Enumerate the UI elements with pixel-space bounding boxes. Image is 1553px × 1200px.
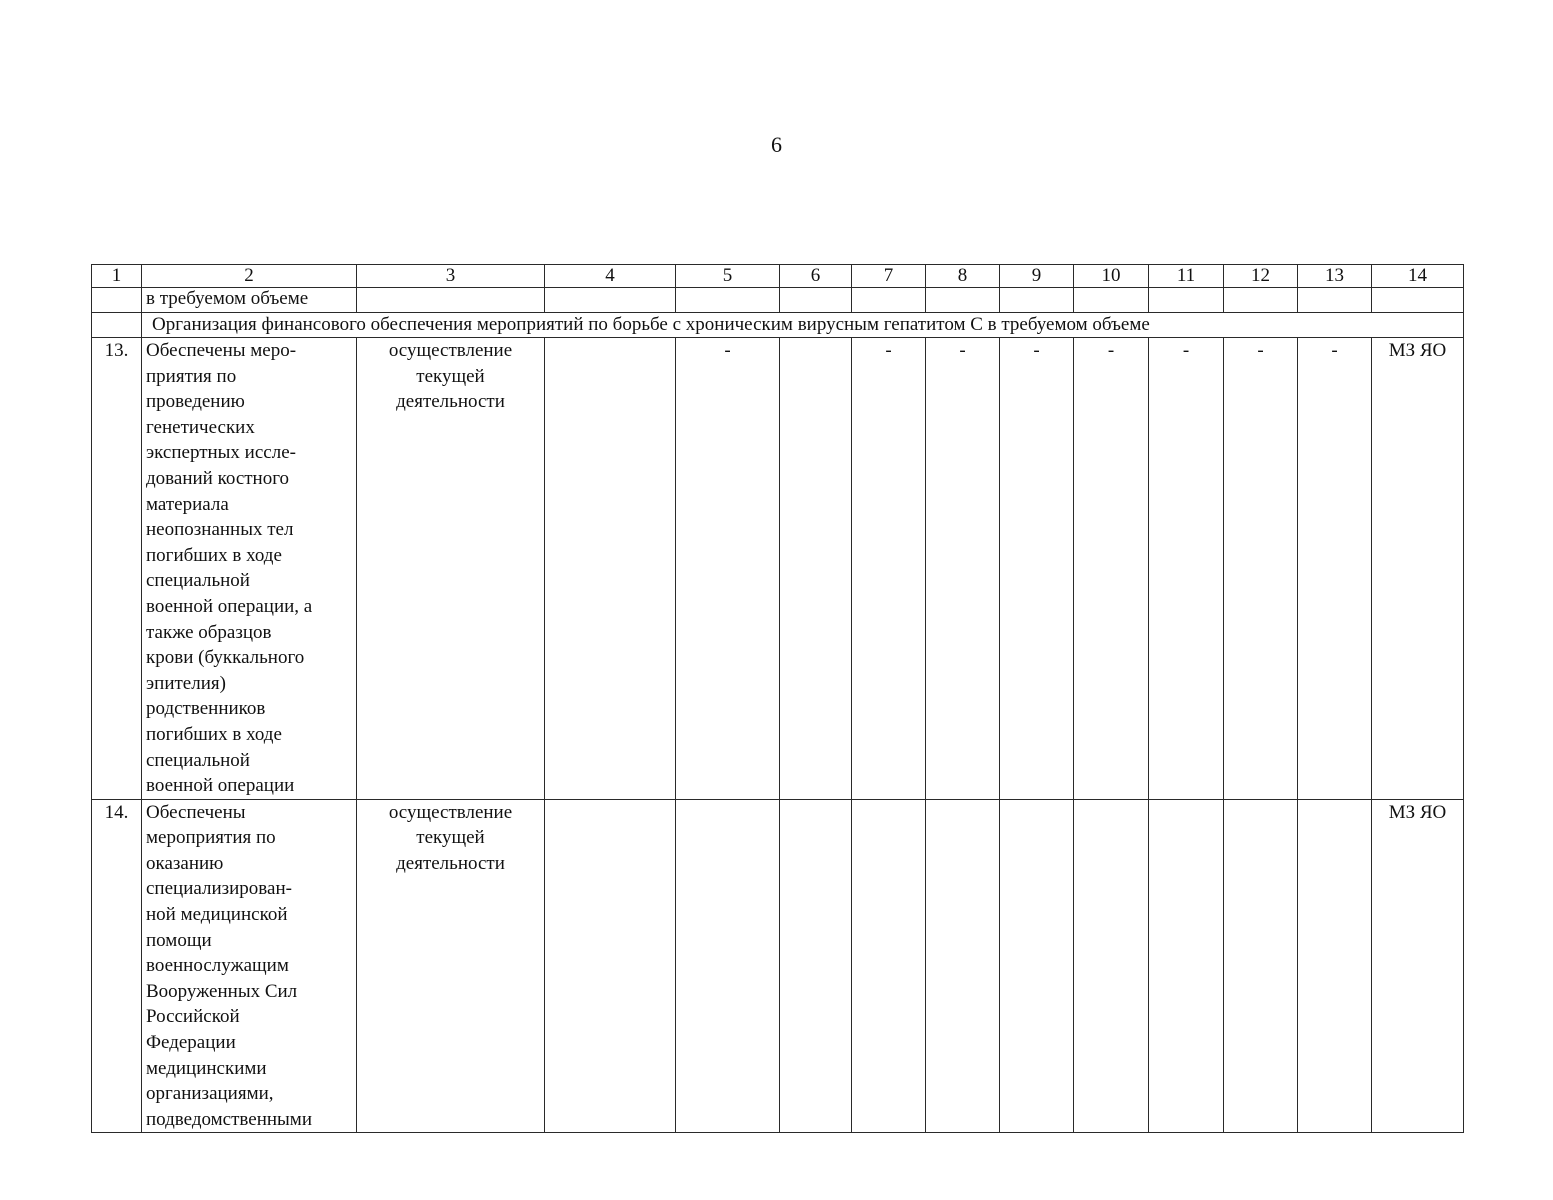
value-cell (926, 799, 1000, 1133)
table-cell (92, 313, 142, 338)
table-cell (852, 288, 926, 313)
value-cell: - (1074, 338, 1149, 800)
value-cell: - (676, 338, 780, 800)
value-cell (1149, 799, 1224, 1133)
responsible-executor: МЗ ЯО (1372, 799, 1464, 1133)
value-cell (545, 799, 676, 1133)
value-cell: - (1224, 338, 1298, 800)
value-cell: - (1298, 338, 1372, 800)
column-number: 2 (142, 265, 357, 288)
activity-type: осуществление текущей деятельности (357, 338, 545, 800)
value-cell (852, 799, 926, 1133)
value-cell (780, 799, 852, 1133)
value-cell (1074, 799, 1149, 1133)
activity-name: Обеспечены меро- приятия по проведению генетических экспертных иссле- дований костного материала неопознанных тел погибших в ходе специальной военной операции, а также образцов крови (буккального эпителия) родственников погибших в ходе специальной военной операции (142, 338, 357, 800)
continuation-text: в требуемом объеме (142, 288, 357, 313)
column-number: 9 (1000, 265, 1074, 288)
table-cell (545, 288, 676, 313)
column-number: 6 (780, 265, 852, 288)
value-cell (676, 799, 780, 1133)
column-number: 7 (852, 265, 926, 288)
row-number: 13. (92, 338, 142, 800)
plan-table (91, 264, 1464, 1133)
column-number: 8 (926, 265, 1000, 288)
responsible-executor: МЗ ЯО (1372, 338, 1464, 800)
table-cell (1149, 288, 1224, 313)
column-number: 12 (1224, 265, 1298, 288)
table-cell (357, 288, 545, 313)
value-cell (780, 338, 852, 800)
table-cell (1000, 288, 1074, 313)
value-cell (1000, 799, 1074, 1133)
activity-type: осуществление текущей деятельности (357, 799, 545, 1133)
table-cell (926, 288, 1000, 313)
column-number: 14 (1372, 265, 1464, 288)
column-number: 3 (357, 265, 545, 288)
value-cell: - (1149, 338, 1224, 800)
value-cell: - (852, 338, 926, 800)
row-number: 14. (92, 799, 142, 1133)
value-cell: - (1000, 338, 1074, 800)
continuation-row (92, 288, 1464, 313)
table-cell (1298, 288, 1372, 313)
column-number: 13 (1298, 265, 1372, 288)
value-cell (545, 338, 676, 800)
page-number: 6 (771, 132, 782, 157)
section-title: Организация финансового обеспечения мероприятий по борьбе с хроническим вирусным гепатитом С в требуемом объеме (142, 313, 1464, 338)
table-cell (676, 288, 780, 313)
column-number: 1 (92, 265, 142, 288)
table-cell (1074, 288, 1149, 313)
column-number: 4 (545, 265, 676, 288)
table-cell (1224, 288, 1298, 313)
table-cell (92, 288, 142, 313)
value-cell (1224, 799, 1298, 1133)
table-row (92, 338, 1464, 800)
column-number-row (92, 265, 1464, 288)
table-row (92, 799, 1464, 1133)
column-number: 5 (676, 265, 780, 288)
table-cell (780, 288, 852, 313)
column-number: 11 (1149, 265, 1224, 288)
column-number: 10 (1074, 265, 1149, 288)
value-cell: - (926, 338, 1000, 800)
table-cell (1372, 288, 1464, 313)
section-row (92, 313, 1464, 338)
value-cell (1298, 799, 1372, 1133)
activity-name: Обеспечены мероприятия по оказанию специализирован- ной медицинской помощи военнослужащим Вооруженных Сил Российской Федерации медицинскими организациями, подведомственными (142, 799, 357, 1133)
